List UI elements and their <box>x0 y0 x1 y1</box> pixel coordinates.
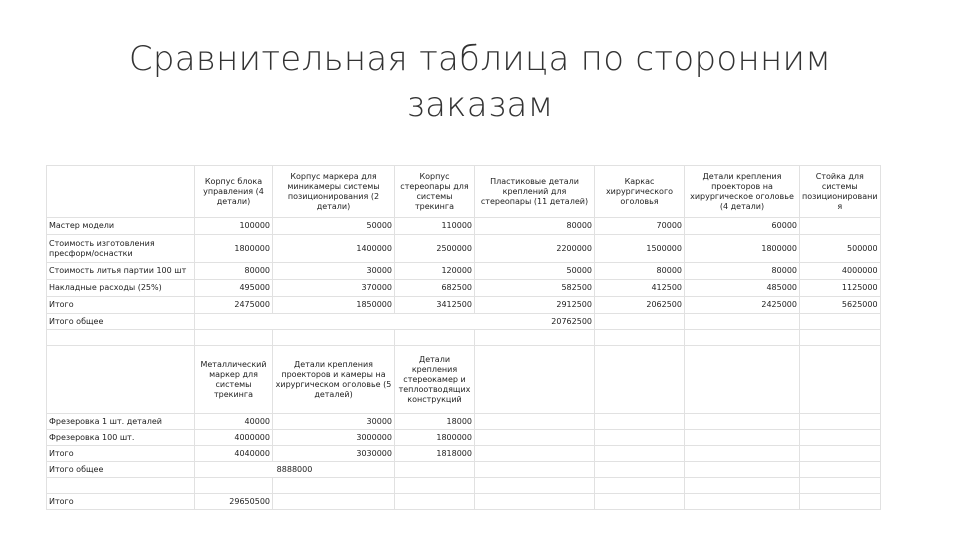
cell-value: 60000 <box>685 218 800 235</box>
cell-value: 3030000 <box>273 446 395 462</box>
title-line-2: заказам <box>406 85 554 125</box>
cell-value: 30000 <box>273 414 395 430</box>
row-label: Стоимость литья партии 100 шт <box>47 263 195 280</box>
cell-value: 1800000 <box>195 235 273 263</box>
cell-value: 100000 <box>195 218 273 235</box>
table-row <box>47 430 881 446</box>
cell-value: 40000 <box>195 414 273 430</box>
total-value: 20762500 <box>195 314 595 330</box>
cell-value: 370000 <box>273 280 395 297</box>
table-row <box>47 235 881 263</box>
col-header: Детали крепления проекторов и камеры на хирургическом оголовье (5 деталей) <box>273 346 395 414</box>
col-header: Металлический маркер для системы трекинга <box>195 346 273 414</box>
total-label: Итого общее <box>47 462 195 478</box>
grand-total-row <box>47 494 881 510</box>
col-header: Корпус маркера для миникамеры системы позиционирования (2 детали) <box>273 166 395 218</box>
cell-value: 1400000 <box>273 235 395 263</box>
cell-value: 682500 <box>395 280 475 297</box>
cell-value: 3000000 <box>273 430 395 446</box>
header-empty-cell <box>47 346 195 414</box>
slide-title <box>0 36 960 128</box>
grand-total-value: 29650500 <box>195 494 273 510</box>
cell-value: 412500 <box>595 280 685 297</box>
header-empty-cell <box>47 166 195 218</box>
cell-value: 50000 <box>475 263 595 280</box>
cell-value: 4000000 <box>195 430 273 446</box>
cell-value: 495000 <box>195 280 273 297</box>
cell-value: 30000 <box>273 263 395 280</box>
cell-value: 2425000 <box>685 297 800 314</box>
cell-value: 485000 <box>685 280 800 297</box>
table-row <box>47 446 881 462</box>
table1-header-row <box>47 166 881 218</box>
row-label: Накладные расходы (25%) <box>47 280 195 297</box>
grand-total-label: Итого <box>47 494 195 510</box>
cell-value: 1818000 <box>395 446 475 462</box>
cell-value: 2500000 <box>395 235 475 263</box>
spacer-row <box>47 478 881 494</box>
row-label: Фрезеровка 1 шт. деталей <box>47 414 195 430</box>
total-value: 8888000 <box>195 462 395 478</box>
spacer-row <box>47 330 881 346</box>
title-line-1: Сравнительная таблица по сторонним <box>128 39 832 79</box>
cell-value: 5625000 <box>800 297 881 314</box>
cell-value: 582500 <box>475 280 595 297</box>
col-header: Детали крепления проекторов на хирургическое оголовье (4 детали) <box>685 166 800 218</box>
cell-value: 1500000 <box>595 235 685 263</box>
cell-value: 18000 <box>395 414 475 430</box>
table-row <box>47 297 881 314</box>
cell-value: 2062500 <box>595 297 685 314</box>
table-row <box>47 414 881 430</box>
row-label: Фрезеровка 100 шт. <box>47 430 195 446</box>
table2-total-row <box>47 462 881 478</box>
cell-value: 1800000 <box>395 430 475 446</box>
col-header: Стойка для системы позиционировани я <box>800 166 881 218</box>
cell-value: 80000 <box>595 263 685 280</box>
table1-total-row <box>47 314 881 330</box>
cell-value: 110000 <box>395 218 475 235</box>
cell-value: 120000 <box>395 263 475 280</box>
total-label: Итого общее <box>47 314 195 330</box>
table-row <box>47 280 881 297</box>
row-label: Итого <box>47 297 195 314</box>
cell-value: 4040000 <box>195 446 273 462</box>
table2-header-row <box>47 346 881 414</box>
cell-value: 3412500 <box>395 297 475 314</box>
cell-value: 70000 <box>595 218 685 235</box>
col-header: Каркас хирургического оголовья <box>595 166 685 218</box>
cell-value <box>800 218 881 235</box>
row-label: Мастер модели <box>47 218 195 235</box>
row-label: Стоимость изготовления пресформ/оснастки <box>47 235 195 263</box>
cell-value: 2912500 <box>475 297 595 314</box>
col-header: Корпус блока управления (4 детали) <box>195 166 273 218</box>
col-header: Пластиковые детали креплений для стереопары (11 деталей) <box>475 166 595 218</box>
cell-value: 2475000 <box>195 297 273 314</box>
table-row <box>47 263 881 280</box>
row-label: Итого <box>47 446 195 462</box>
cell-value: 2200000 <box>475 235 595 263</box>
cell-value: 1800000 <box>685 235 800 263</box>
cell-value: 500000 <box>800 235 881 263</box>
cell-value: 1850000 <box>273 297 395 314</box>
comparison-table <box>46 165 881 510</box>
col-header: Детали крепления стереокамер и теплоотводящих конструкций <box>395 346 475 414</box>
cell-value: 4000000 <box>800 263 881 280</box>
cell-value: 80000 <box>195 263 273 280</box>
col-header: Корпус стереопары для системы трекинга <box>395 166 475 218</box>
cell-value: 50000 <box>273 218 395 235</box>
cell-value: 1125000 <box>800 280 881 297</box>
cell-value: 80000 <box>685 263 800 280</box>
cell-value: 80000 <box>475 218 595 235</box>
table-row <box>47 218 881 235</box>
